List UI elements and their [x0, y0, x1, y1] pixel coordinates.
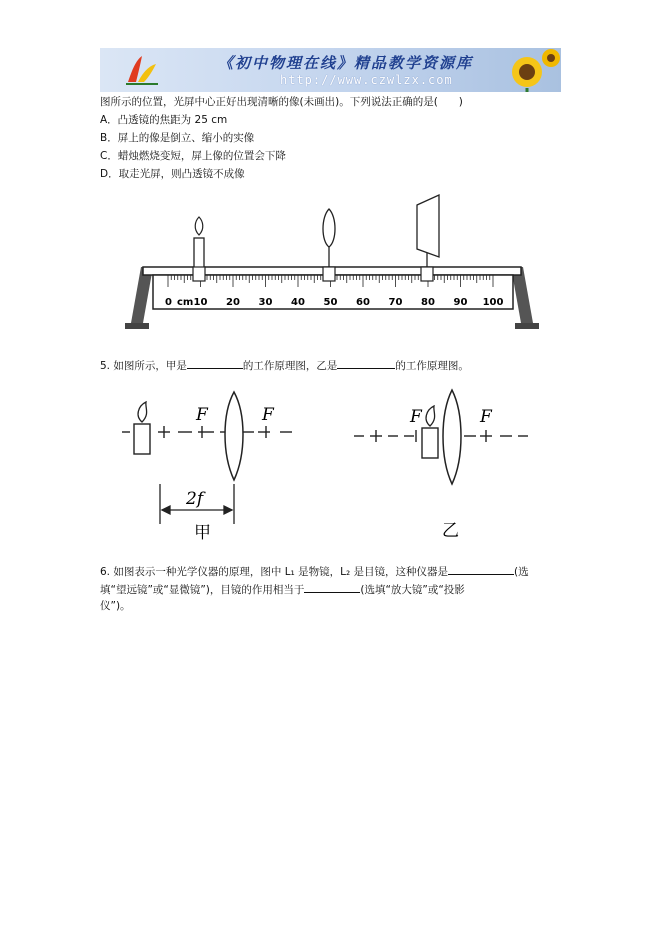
q6-blank-a[interactable] [448, 563, 514, 575]
ruler-tick-label: 0 [165, 297, 172, 308]
caption-yi: 乙 [442, 521, 459, 541]
q4-option-b: B．屏上的像是倒立、缩小的实像 [100, 132, 255, 144]
sunflower-icon [481, 48, 561, 92]
optical-axis-yi [354, 430, 528, 442]
right-bench-support [515, 323, 539, 329]
q6-line2-b: (选填“放大镜”或“投影 [360, 584, 465, 596]
diagram-jia [118, 384, 308, 544]
banner-title: 《初中物理在线》精品教学资源库 [218, 54, 474, 72]
q5-part1: 5. 如图所示，甲是 [100, 360, 187, 372]
candle-jia [134, 402, 150, 454]
optical-bench-figure [113, 183, 551, 347]
lens-yi [443, 390, 461, 484]
q6-line1-a: 6. 如图表示一种光学仪器的原理，图中 L₁ 是物镜，L₂ 是目镜，这种仪器是 [100, 566, 448, 578]
ruler-tick-label: 30 [258, 297, 273, 308]
q6-blank-b[interactable] [304, 581, 360, 593]
ruler-tick-label: 20 [226, 297, 240, 308]
q5-part2: 的工作原理图，乙是 [242, 360, 338, 372]
q5-blank-a[interactable] [187, 357, 243, 369]
focus-label-left-yi: F [410, 407, 422, 427]
q5-line [100, 357, 469, 373]
left-bench-support [125, 323, 149, 329]
focus-label-right-yi: F [480, 407, 492, 427]
q4-stem: 图所示的位置，光屏中心正好出现清晰的像(未画出)。下列说法正确的是( ) [100, 96, 463, 108]
ruler-tick-label: 100 [482, 297, 504, 308]
ruler-tick-label: 80 [421, 297, 435, 308]
ruler-tick-label: 40 [291, 297, 305, 308]
ruler-tick-label: 50 [323, 297, 338, 308]
diagram-yi [352, 384, 542, 544]
q4-option-c: C．蜡烛燃烧变短，屏上像的位置会下降 [100, 150, 286, 162]
candle-yi [422, 406, 438, 458]
focus-label-left: F [196, 405, 208, 425]
banner-url[interactable]: http://www.czwlzx.com [280, 73, 453, 87]
ruler-tick-label: 70 [388, 297, 403, 308]
header-banner [100, 48, 561, 92]
lens-jia [225, 392, 243, 480]
caption-jia: 甲 [194, 523, 211, 543]
distance-label: 2f [186, 489, 204, 509]
q6-line3: 仪”)。 [100, 600, 131, 612]
q5-part3: 的工作原理图。 [395, 360, 469, 372]
focus-label-right: F [262, 405, 274, 425]
q4-option-d: D．取走光屏，则凸透镜不成像 [100, 168, 245, 180]
ruler-unit-label: cm [177, 297, 194, 308]
candle [193, 217, 205, 281]
q6-line2 [100, 581, 465, 597]
logo-icon [122, 52, 162, 88]
ruler-tick-label: 90 [453, 297, 468, 308]
ruler-tick-label: 60 [356, 297, 370, 308]
q5-blank-b[interactable] [337, 357, 395, 369]
q6-line1-b: (选 [514, 566, 529, 578]
q6-line1 [100, 563, 529, 579]
q6-line2-a: 填“望远镜”或“显微镜”)，目镜的作用相当于 [100, 584, 305, 596]
q4-option-a: A．凸透镜的焦距为 25 cm [100, 114, 228, 126]
ruler-tick-label: 10 [193, 297, 208, 308]
